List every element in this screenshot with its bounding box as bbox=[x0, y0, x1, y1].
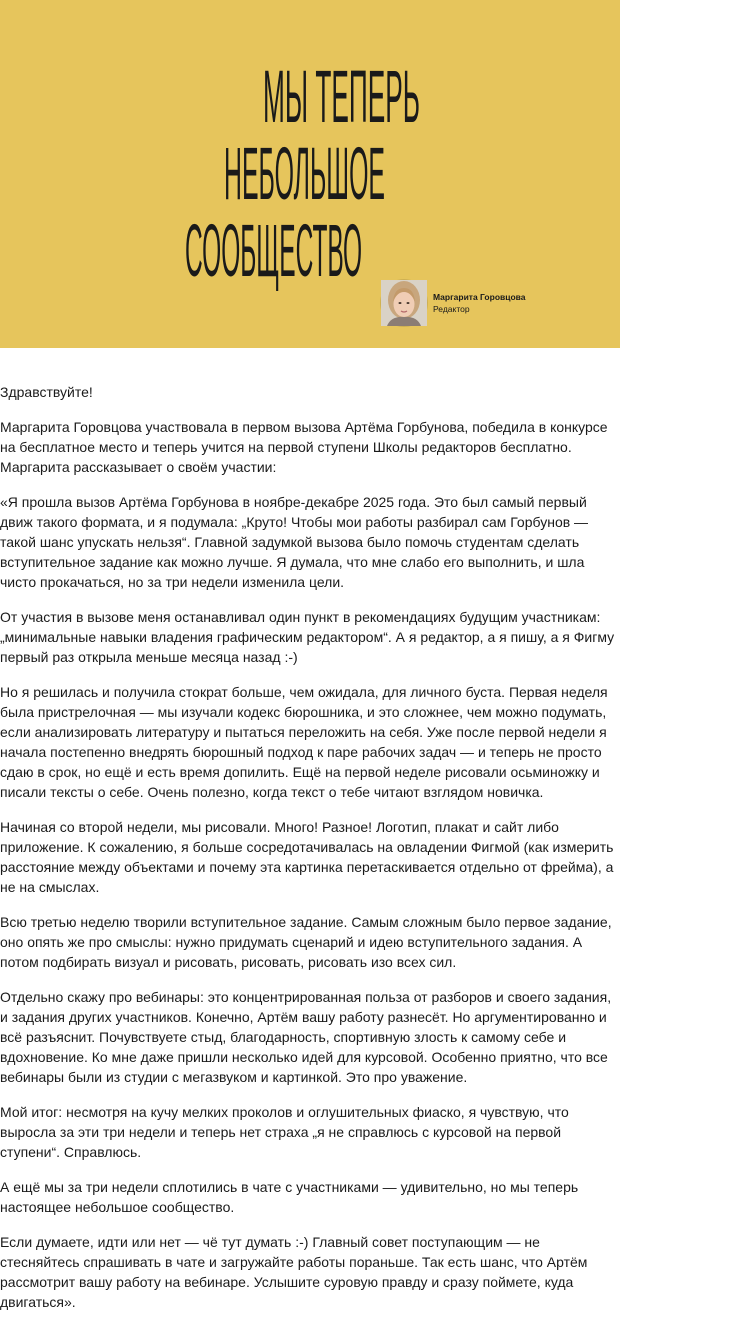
author-role: Редактор bbox=[433, 304, 470, 314]
author-photo-icon bbox=[381, 280, 427, 326]
hero-title-line-1: МЫ ТЕПЕРЬ bbox=[263, 55, 420, 138]
hero-title-line-3: СООБЩЕСТВО bbox=[185, 209, 362, 292]
author-name: Маргарита Горовцова bbox=[433, 292, 526, 302]
paragraph: А ещё мы за три недели сплотились в чате с участниками — удивительно, но мы теперь настоящее небольшое сообщество. bbox=[0, 1179, 579, 1215]
paragraph: От участия в вызове меня останавливал один пункт в рекомендациях будущим участникам: „минимальные навыки владения графическим редактором“. А я редактор, а я пишу, а я Фигму первый раз открыла меньше месяца назад :-) bbox=[0, 609, 615, 665]
paragraph: «Я прошла вызов Артёма Горбунова в ноябре-декабре 2025 года. Это был самый первый движ такого формата, и я подумала: „Круто! Чтобы мои работы разбирал сам Горбунов — такой шанс упускать нельзя“. Главной задумкой вызова было помочь студентам сделать вступительное задание как можно лучше. Я думала, что мне слабо его выполнить, и шла чисто прокачаться, но за три недели изменила цели. bbox=[0, 494, 589, 590]
hero-title bbox=[0, 0, 620, 348]
paragraph: Мой итог: несмотря на кучу мелких проколов и оглушительных фиаско, я чувствую, что выросла за эти три недели и теперь нет страха „я не справлюсь с курсовой на первой ступени“. Справлюсь. bbox=[0, 1104, 569, 1160]
author-card bbox=[380, 279, 526, 327]
paragraph: Но я решилась и получила стократ больше, чем ожидала, для личного буста. Первая неделя была пристрелочная — мы изучали кодекс бюрошника, и это сложнее, чем можно подумать, если анализировать литературу и пытаться переложить на себя. Уже после первой недели я начала постепенно внедрять бюрошный подход к паре рабочих задач — и теперь не просто сдаю в срок, но ещё и есть время допилить. Ещё на первой неделе рисовали осьминожку и писали тексты о себе. Очень полезно, когда текст о тебе читают взглядом новичка. bbox=[0, 684, 608, 800]
greeting: Здравствуйте! bbox=[0, 384, 93, 400]
hero-banner bbox=[0, 0, 620, 348]
hero-title-line-2: НЕБОЛЬШОЕ bbox=[224, 132, 385, 215]
paragraph: Отдельно скажу про вебинары: это концентрированная польза от разборов и своего задания, и задания других участников. Конечно, Артём вашу работу разнесёт. Но аргументированно и всё разъяснит. Почувствуете стыд, благодарность, спортивную злость к самому себе и вдохновение. Ко мне даже пришли несколько идей для курсовой. Особенно приятно, что все вебинары были из студии с мегазвуком и картинкой. Это про уважение. bbox=[0, 989, 612, 1085]
avatar bbox=[380, 279, 428, 327]
paragraph: Если думаете, идти или нет — чё тут думать :-) Главный совет поступающим — не стесняйтесь спрашивать в чате и загружайте работы пораньше. Так есть шанс, что Артём рассмотрит вашу работу на вебинаре. Услышите суровую правду и сразу поймете, куда двигаться». bbox=[0, 1234, 588, 1310]
paragraph: Всю третью неделю творили вступительное задание. Самым сложным было первое задание, оно опять же про смыслы: нужно придумать сценарий и идею вступительного задания. А потом подбирать визуал и рисовать, рисовать, рисовать изо всех сил. bbox=[0, 914, 612, 970]
paragraph: Начиная со второй недели, мы рисовали. Много! Разное! Логотип, плакат и сайт либо приложение. К сожалению, я больше сосредотачивалась на овладении Фигмой (как измерить расстояние между объектами и почему эта картинка перетаскивается отдельно от фрейма), а не на смыслах. bbox=[0, 819, 614, 895]
paragraph: Маргарита Горовцова участвовала в первом вызова Артёма Горбунова, победила в конкурсе на бесплатное место и теперь учится на первой ступени Школы редакторов бесплатно. Маргарита рассказывает о своём участии: bbox=[0, 419, 608, 475]
article-body bbox=[0, 382, 622, 1327]
